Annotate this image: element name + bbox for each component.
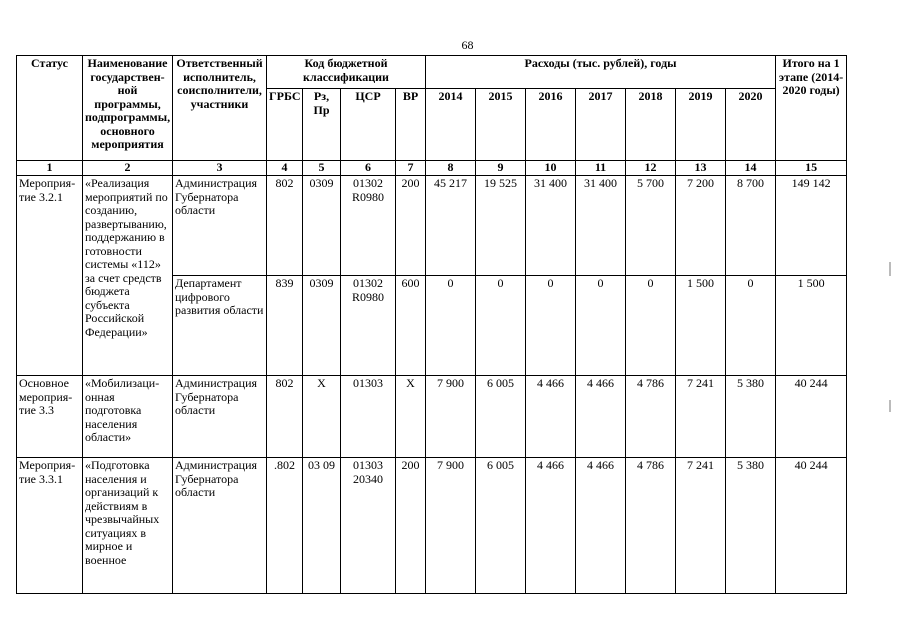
header-expenses: Расходы (тыс. рублей), годы (426, 56, 776, 89)
header-executor: Ответственный исполнитель, соисполнители, участники (173, 56, 267, 161)
row-name: «Реализация мероприятий по созданию, развертыванию, поддержанию в готовности системы «112» за счет средств бюджета субъекта Российской Федерации» (83, 176, 173, 376)
row-value: 4 466 (576, 376, 626, 458)
header-year: 2016 (526, 89, 576, 161)
row-value: 0 (626, 276, 676, 376)
row-value: 7 200 (676, 176, 726, 276)
row-total: 40 244 (776, 458, 847, 594)
row-value: 7 241 (676, 376, 726, 458)
column-number: 11 (576, 161, 626, 176)
row-value: 6 005 (476, 376, 526, 458)
column-number: 2 (83, 161, 173, 176)
header-year: 2020 (726, 89, 776, 161)
row-value: 4 786 (626, 376, 676, 458)
column-number-row (17, 161, 847, 176)
column-number: 4 (267, 161, 303, 176)
header-year: 2017 (576, 89, 626, 161)
header-year: 2015 (476, 89, 526, 161)
row-value: 0 (476, 276, 526, 376)
row-value: 19 525 (476, 176, 526, 276)
row-csr: 01303 20340 (341, 458, 396, 594)
page-number: 68 (461, 38, 474, 52)
row-status: Основное мероприя-тие 3.3 (17, 376, 83, 458)
row-value: 45 217 (426, 176, 476, 276)
header-year: 2014 (426, 89, 476, 161)
table-row (17, 458, 847, 594)
header-total: Итого на 1 этапе (2014-2020 годы) (776, 56, 847, 161)
column-number: 14 (726, 161, 776, 176)
row-value: 5 380 (726, 458, 776, 594)
row-executor: Администрация Губернатора области (173, 376, 267, 458)
row-vr: 600 (396, 276, 426, 376)
row-rzpr: 0309 (303, 276, 341, 376)
header-grbs: ГРБС (267, 89, 303, 161)
row-grbs: 839 (267, 276, 303, 376)
row-value: 0 (526, 276, 576, 376)
row-rzpr: 0309 (303, 176, 341, 276)
header-year: 2019 (676, 89, 726, 161)
header-csr: ЦСР (341, 89, 396, 161)
row-value: 4 466 (526, 458, 576, 594)
row-grbs: 802 (267, 176, 303, 276)
row-vr: Х (396, 376, 426, 458)
row-executor: Администрация Губернатора области (173, 176, 267, 276)
column-number: 3 (173, 161, 267, 176)
row-value: 7 241 (676, 458, 726, 594)
header-name: Наименование государствен-ной программы, подпрограммы, основного мероприятия (83, 56, 173, 161)
header-year: 2018 (626, 89, 676, 161)
row-grbs: 802 (267, 376, 303, 458)
row-value: 8 700 (726, 176, 776, 276)
header-rzpr: Рз, Пр (303, 89, 341, 161)
row-value: 0 (426, 276, 476, 376)
row-vr: 200 (396, 458, 426, 594)
scan-mark (889, 262, 891, 276)
header-vr: ВР (396, 89, 426, 161)
row-name: «Подготовка населения и организаций к действиям в чрезвычайных ситуациях в мирное и военное (83, 458, 173, 594)
row-total: 149 142 (776, 176, 847, 276)
row-value: 5 380 (726, 376, 776, 458)
row-total: 1 500 (776, 276, 847, 376)
header-row-1 (17, 56, 847, 89)
column-number: 7 (396, 161, 426, 176)
row-value: 31 400 (526, 176, 576, 276)
table-row (17, 176, 847, 276)
column-number: 9 (476, 161, 526, 176)
row-value: 5 700 (626, 176, 676, 276)
column-number: 6 (341, 161, 396, 176)
table-row (17, 376, 847, 458)
row-total: 40 244 (776, 376, 847, 458)
row-name: «Мобилизаци-онная подготовка населения области» (83, 376, 173, 458)
row-rzpr: 03 09 (303, 458, 341, 594)
row-value: 4 466 (526, 376, 576, 458)
column-number: 10 (526, 161, 576, 176)
row-value: 7 900 (426, 376, 476, 458)
row-csr: 01303 (341, 376, 396, 458)
row-status: Мероприя-тие 3.3.1 (17, 458, 83, 594)
header-status: Статус (17, 56, 83, 161)
row-value: 6 005 (476, 458, 526, 594)
column-number: 12 (626, 161, 676, 176)
row-status: Мероприя-тие 3.2.1 (17, 176, 83, 376)
column-number: 13 (676, 161, 726, 176)
budget-table (16, 55, 847, 594)
row-grbs: .802 (267, 458, 303, 594)
row-csr: 01302 R0980 (341, 176, 396, 276)
row-value: 0 (576, 276, 626, 376)
column-number: 1 (17, 161, 83, 176)
row-value: 7 900 (426, 458, 476, 594)
row-value: 4 466 (576, 458, 626, 594)
row-executor: Администрация Губернатора области (173, 458, 267, 594)
row-executor: Департамент цифрового развития области (173, 276, 267, 376)
row-value: 1 500 (676, 276, 726, 376)
row-value: 0 (726, 276, 776, 376)
header-budget-code: Код бюджетной классификации (267, 56, 426, 89)
row-value: 4 786 (626, 458, 676, 594)
scan-mark (889, 400, 891, 412)
column-number: 5 (303, 161, 341, 176)
row-rzpr: Х (303, 376, 341, 458)
column-number: 8 (426, 161, 476, 176)
column-number: 15 (776, 161, 847, 176)
row-value: 31 400 (576, 176, 626, 276)
row-vr: 200 (396, 176, 426, 276)
row-csr: 01302 R0980 (341, 276, 396, 376)
